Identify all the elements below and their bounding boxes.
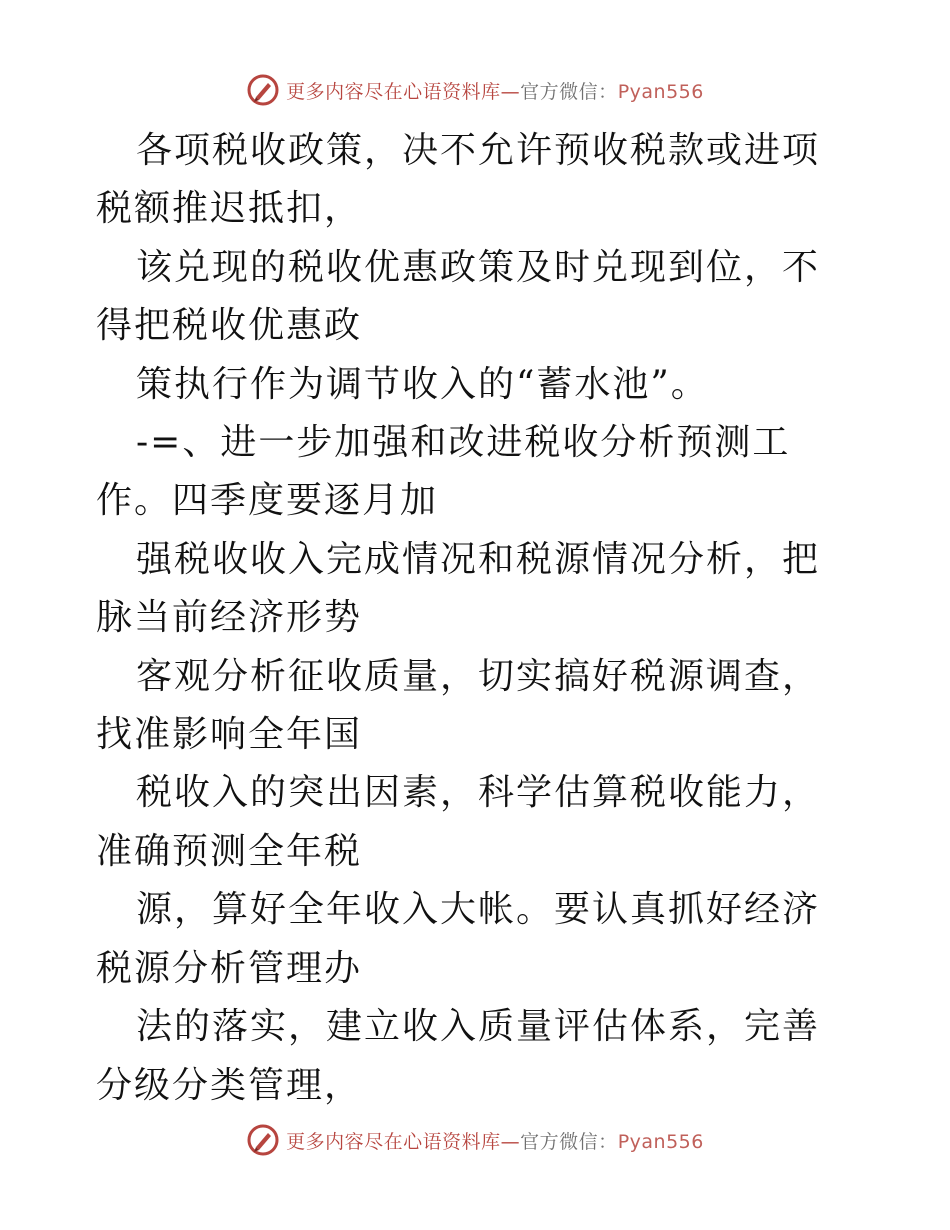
paragraph: 法的落实，建立收入质量评估体系，完善分级分类管理，	[96, 1006, 821, 1106]
document-body	[96, 122, 856, 1115]
watermark-prefix: 更多内容尽在心语资料库—	[286, 80, 521, 103]
pen-logo-icon	[246, 1123, 280, 1157]
watermark-text	[286, 77, 704, 104]
paragraph: 策执行作为调节收入的“蓄水池”。	[136, 363, 709, 405]
paragraph: 税收入的突出因素，科学估算税收能力， 准确预测全年税	[96, 772, 821, 872]
header-watermark	[0, 70, 950, 110]
footer-watermark	[0, 1120, 950, 1160]
paragraph: 源，算好全年收入大帐。要认真抓好经济税源分析管理办	[96, 889, 821, 989]
paragraph: 客观分析征收质量，切实搞好税源调查，找准影响全年国	[96, 655, 821, 756]
paragraph: 各项税收政策，决不允许预收税款或进项税额推迟抵扣，	[96, 130, 821, 230]
paragraph: 强税收收入完成情况和税源情况分析，把脉当前经济形势	[96, 538, 821, 639]
watermark-handle: Pyan556	[617, 80, 704, 103]
paragraph: 该兑现的税收优惠政策及时兑现到位，不得把税收优惠政	[96, 246, 821, 347]
watermark-handle: Pyan556	[617, 1130, 704, 1153]
pen-logo-icon	[246, 73, 280, 107]
watermark-wechat: 官方微信：	[520, 80, 618, 103]
watermark-wechat: 官方微信：	[520, 1130, 618, 1153]
watermark-prefix: 更多内容尽在心语资料库—	[286, 1130, 521, 1153]
watermark-text	[286, 1127, 704, 1154]
paragraph: -=、进一步加强和改进税收分析预测工作。四季度要逐月加	[96, 422, 791, 522]
